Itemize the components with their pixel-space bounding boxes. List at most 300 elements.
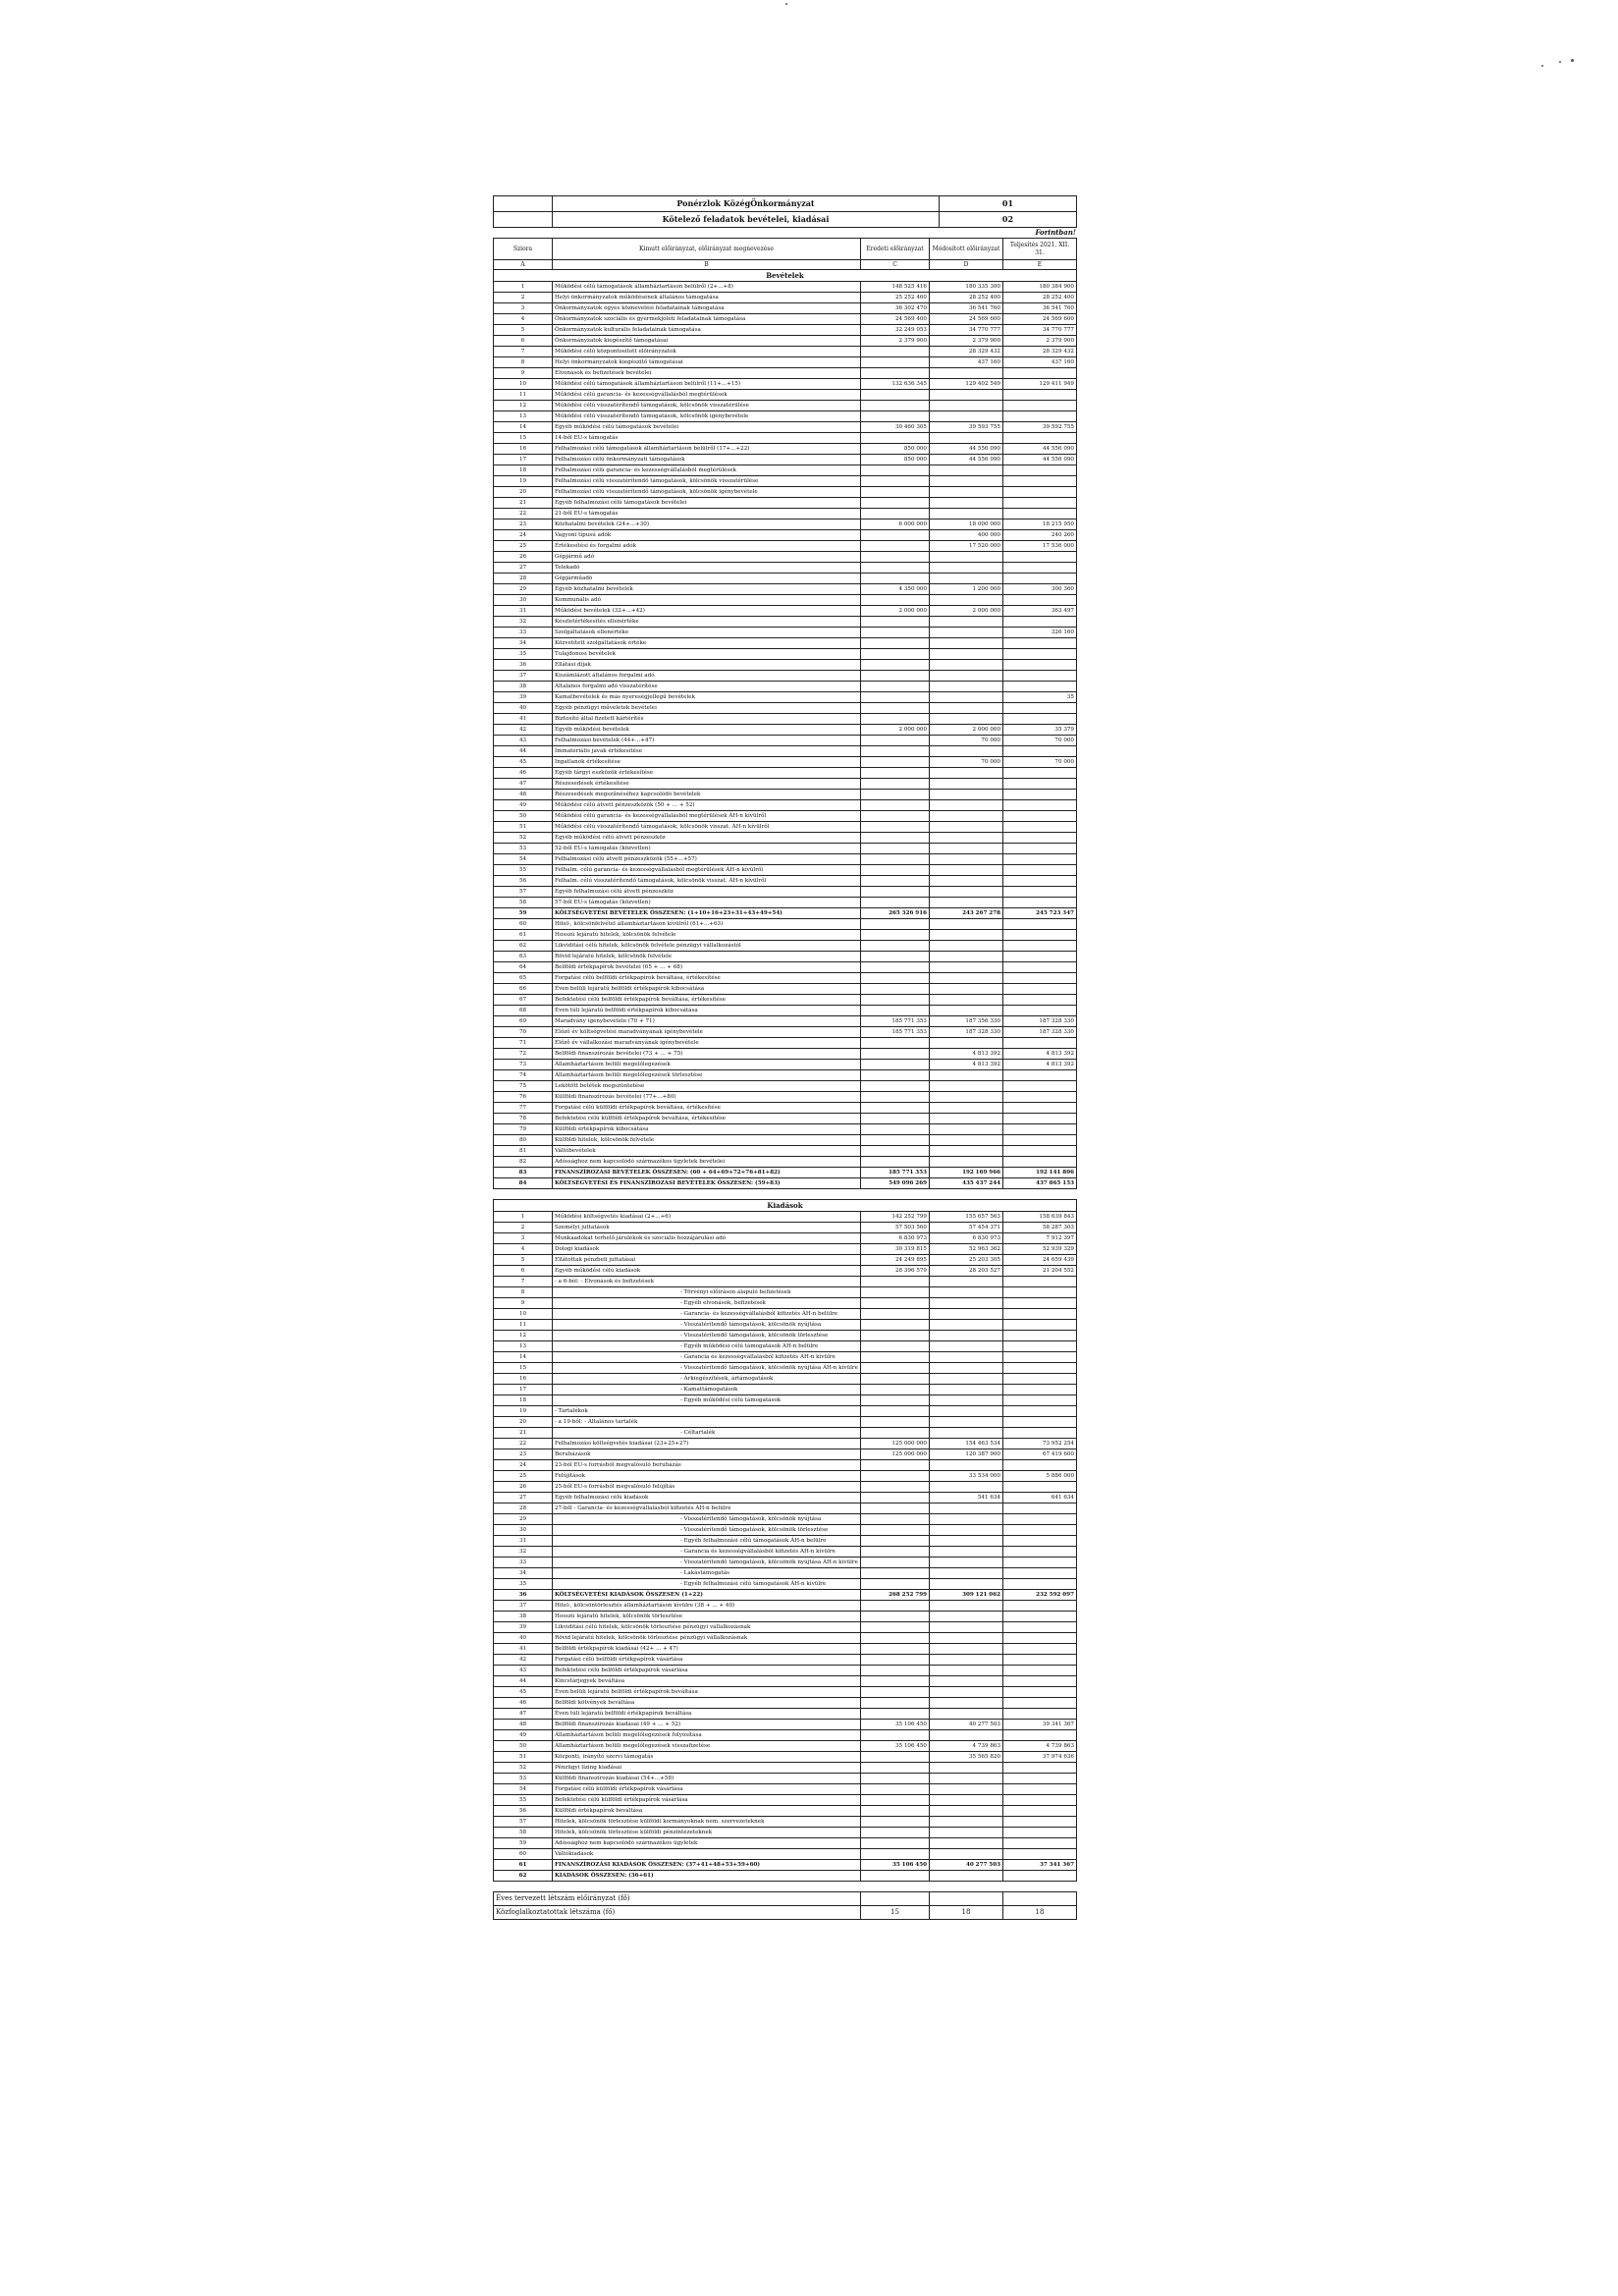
row-label: Éven túli lejáratú belföldi értékpapírok beváltása: [553, 1709, 861, 1720]
table-row: [494, 617, 1077, 628]
actual-value: [1003, 1277, 1077, 1287]
actual-value: [1003, 638, 1077, 649]
actual-value: [1003, 703, 1077, 714]
row-label: Váltókiadások: [553, 1849, 861, 1860]
table-row: [494, 898, 1077, 908]
table-row: [494, 465, 1077, 476]
row-label: Szolgáltatások ellenértéke: [553, 628, 861, 638]
original-value: [861, 1849, 930, 1860]
actual-value: 44 556 090: [1003, 444, 1077, 455]
table-row: [494, 833, 1077, 844]
row-number: 35: [494, 1579, 553, 1590]
row-label: Felhalmozási célú támogatások államháztartáson belülről (17+...+22): [553, 444, 861, 455]
row-label: 21-ből EU-s támogatás: [553, 509, 861, 519]
row-label: Személyi juttatások: [553, 1223, 861, 1233]
original-value: [861, 768, 930, 779]
row-label: 25-ből EU-s forrásból megvalósuló felújítás: [553, 1482, 861, 1493]
modified-value: [930, 887, 1003, 898]
actual-value: 34 770 777: [1003, 325, 1077, 336]
actual-value: 245 723 347: [1003, 908, 1077, 919]
actual-value: [1003, 930, 1077, 941]
original-value: [861, 1298, 930, 1309]
actual-value: [1003, 1774, 1077, 1784]
original-value: [861, 595, 930, 606]
footer-label: Éves tervezett létszám előirányzat (fő): [494, 1892, 861, 1906]
modified-value: [930, 919, 1003, 930]
table-row: [494, 1752, 1077, 1763]
modified-value: [930, 1849, 1003, 1860]
original-value: 35 106 450: [861, 1741, 930, 1752]
table-row: [494, 1266, 1077, 1277]
modified-value: [930, 1514, 1003, 1525]
original-value: [861, 1709, 930, 1720]
original-value: [861, 1060, 930, 1070]
table-row: [494, 671, 1077, 682]
row-label: - Visszatérítendő támogatások, kölcsönök nyújtása: [553, 1320, 861, 1331]
original-value: [861, 736, 930, 746]
table-row: [494, 1806, 1077, 1817]
row-label: Befektetési célú belföldi értékpapírok vásárlása: [553, 1666, 861, 1676]
modified-value: [930, 1070, 1003, 1081]
row-number: 25: [494, 541, 553, 552]
footer-row: [494, 1892, 1077, 1906]
modified-value: [930, 1795, 1003, 1806]
original-value: [861, 509, 930, 519]
modified-value: 4 739 863: [930, 1741, 1003, 1752]
actual-value: 73 952 254: [1003, 1439, 1077, 1449]
original-value: [861, 844, 930, 854]
table-row: [494, 1060, 1077, 1070]
row-label: - Törvényi előíráson alapuló befizetések: [553, 1287, 861, 1298]
original-value: [861, 1428, 930, 1439]
modified-value: 243 267 278: [930, 908, 1003, 919]
table-row: [494, 1730, 1077, 1741]
original-value: [861, 779, 930, 790]
table-row: [494, 736, 1077, 746]
modified-value: [930, 1081, 1003, 1092]
original-value: [861, 1385, 930, 1395]
original-value: [861, 617, 930, 628]
table-row: [494, 1298, 1077, 1309]
modified-value: 541 634: [930, 1493, 1003, 1503]
original-value: [861, 1081, 930, 1092]
row-number: 20: [494, 1417, 553, 1428]
row-label: Belföldi finanszírozás bevételei (73 + ... + 75): [553, 1049, 861, 1060]
table-row: [494, 1233, 1077, 1244]
row-number: 8: [494, 1287, 553, 1298]
original-value: [861, 649, 930, 660]
table-row: [494, 487, 1077, 498]
row-label: Közvetített szolgáltatások értéke: [553, 638, 861, 649]
column-letter: A: [494, 260, 553, 270]
modified-value: [930, 714, 1003, 725]
original-value: [861, 1482, 930, 1493]
row-number: 42: [494, 725, 553, 736]
actual-value: [1003, 509, 1077, 519]
row-label: - Visszatérítendő támogatások, kölcsönök törlesztése: [553, 1331, 861, 1341]
actual-value: 232 592 097: [1003, 1590, 1077, 1601]
table-row: [494, 1049, 1077, 1060]
actual-value: [1003, 1428, 1077, 1439]
row-number: 29: [494, 584, 553, 595]
table-row: [494, 628, 1077, 638]
row-label: Forgatási célú külföldi értékpapírok beváltása, értékesítése: [553, 1103, 861, 1114]
modified-value: 155 657 563: [930, 1212, 1003, 1223]
row-number: 52: [494, 1763, 553, 1774]
actual-value: 24 659 439: [1003, 1255, 1077, 1266]
table-row: [494, 1027, 1077, 1038]
row-label: Befektetési célú külföldi értékpapírok vásárlása: [553, 1795, 861, 1806]
row-number: 56: [494, 876, 553, 887]
original-value: [861, 1320, 930, 1331]
row-label: 57-ből EU-s támogatás (közvetlen): [553, 898, 861, 908]
actual-value: [1003, 790, 1077, 800]
modified-value: 18: [930, 1906, 1003, 1920]
actual-value: 35 379: [1003, 725, 1077, 736]
row-number: 26: [494, 552, 553, 563]
modified-value: [930, 1644, 1003, 1655]
table-row: [494, 1223, 1077, 1233]
document-subtitle: Kötelező feladatok bevételei, kiadásai: [553, 212, 940, 228]
row-number: 53: [494, 1774, 553, 1784]
row-label: Egyéb felhalmozási célú átvett pénzeszköz: [553, 887, 861, 898]
original-value: [861, 995, 930, 1006]
actual-value: [1003, 1871, 1077, 1882]
row-number: 38: [494, 1612, 553, 1622]
modified-value: 2 000 000: [930, 606, 1003, 617]
original-value: 57 503 560: [861, 1223, 930, 1233]
row-label: - Árkiegészítések, ártámogatások: [553, 1374, 861, 1385]
actual-value: [1003, 1514, 1077, 1525]
table-row: [494, 800, 1077, 811]
row-number: 37: [494, 671, 553, 682]
modified-value: [930, 1655, 1003, 1666]
modified-value: [930, 1817, 1003, 1828]
actual-value: [1003, 1849, 1077, 1860]
modified-value: [930, 930, 1003, 941]
row-number: 51: [494, 1752, 553, 1763]
row-label: - Egyéb működési célú támogatások ÁH-n belülre: [553, 1341, 861, 1352]
table-row: [494, 455, 1077, 465]
unit-label: Forintban!: [1035, 228, 1076, 237]
row-label: Önkormányzatok kiegészítő támogatásai: [553, 336, 861, 347]
row-label: - Kamattámogatások: [553, 1385, 861, 1395]
modified-value: [930, 411, 1003, 422]
table-row: [494, 995, 1077, 1006]
original-value: [861, 1612, 930, 1622]
modified-value: 1 200 000: [930, 584, 1003, 595]
table-row: [494, 1103, 1077, 1114]
original-value: [861, 1763, 930, 1774]
row-number: 34: [494, 1568, 553, 1579]
modified-value: [930, 1157, 1003, 1168]
original-value: [861, 1774, 930, 1784]
row-number: 13: [494, 1341, 553, 1352]
original-value: 35 106 450: [861, 1860, 930, 1871]
row-label: - Egyéb felhalmozási célú támogatások ÁH-n kívülre: [553, 1579, 861, 1590]
modified-value: [930, 552, 1003, 563]
table-row: [494, 563, 1077, 574]
actual-value: 158 639 843: [1003, 1212, 1077, 1223]
row-number: 15: [494, 1363, 553, 1374]
row-label: - Visszatérítendő támogatások, kölcsönök nyújtása ÁH-n kívülre: [553, 1558, 861, 1568]
actual-value: [1003, 390, 1077, 401]
modified-value: 187 356 330: [930, 1016, 1003, 1027]
modified-value: 400 000: [930, 530, 1003, 541]
actual-value: [1003, 1352, 1077, 1363]
table-row: [494, 1460, 1077, 1471]
row-number: 5: [494, 1255, 553, 1266]
modified-value: [930, 638, 1003, 649]
table-row: [494, 1363, 1077, 1374]
row-label: - Garancia és kezességvállalásból kifizetés ÁH-n kívülre: [553, 1352, 861, 1363]
modified-value: [930, 1666, 1003, 1676]
table-row: [494, 1655, 1077, 1666]
row-label: - Visszatérítendő támogatások, kölcsönök nyújtása ÁH-n kívülre: [553, 1363, 861, 1374]
row-label: Egyéb működési célú támogatások bevételei: [553, 422, 861, 433]
modified-value: [930, 1536, 1003, 1547]
actual-value: [1003, 876, 1077, 887]
original-value: [861, 1135, 930, 1146]
modified-value: [930, 671, 1003, 682]
original-value: [861, 1579, 930, 1590]
modified-value: 70 000: [930, 757, 1003, 768]
table-row: [494, 1633, 1077, 1644]
row-label: Egyéb felhalmozási célú kiadások: [553, 1493, 861, 1503]
row-label: - Egyéb elvonások, befizetések: [553, 1298, 861, 1309]
modified-value: 154 463 534: [930, 1439, 1003, 1449]
actual-value: 24 569 600: [1003, 314, 1077, 325]
table-row: [494, 768, 1077, 779]
row-label: Központi, irányító szervi támogatás: [553, 1752, 861, 1763]
row-label: Forgatási célú belföldi értékpapírok vásárlása: [553, 1655, 861, 1666]
column-letter: D: [930, 260, 1003, 270]
original-value: 148 525 416: [861, 282, 930, 293]
row-number: 60: [494, 919, 553, 930]
row-number: 27: [494, 563, 553, 574]
row-number: 9: [494, 368, 553, 379]
table-row: [494, 952, 1077, 962]
table-row: [494, 1070, 1077, 1081]
actual-value: [1003, 368, 1077, 379]
original-value: [861, 1331, 930, 1341]
original-value: [861, 1622, 930, 1633]
row-label: Önkormányzatok szociális és gyermekjóléti feladatainak támogatása: [553, 314, 861, 325]
modified-value: [930, 1428, 1003, 1439]
expense-table: [493, 1199, 1077, 1882]
actual-value: [1003, 649, 1077, 660]
row-label: Befektetési célú belföldi értékpapírok beváltása, értékesítése: [553, 995, 861, 1006]
original-value: [861, 1092, 930, 1103]
actual-value: 4 739 863: [1003, 1741, 1077, 1752]
row-label: Kamatbevételek és más nyereségjellegű bevételek: [553, 692, 861, 703]
row-number: 10: [494, 1309, 553, 1320]
row-label: Önkormányzatok kulturális feladatainak támogatása: [553, 325, 861, 336]
row-number: 31: [494, 606, 553, 617]
row-number: 61: [494, 930, 553, 941]
actual-value: 52 939 329: [1003, 1244, 1077, 1255]
main-table: [493, 238, 1077, 1189]
actual-value: [1003, 1460, 1077, 1471]
table-row: [494, 1547, 1077, 1558]
row-label: Működési célú támogatások államháztartáson belülről (11+...+15): [553, 379, 861, 390]
actual-value: 58 287 303: [1003, 1223, 1077, 1233]
row-number: 37: [494, 1601, 553, 1612]
row-number: 27: [494, 1493, 553, 1503]
modified-value: [930, 952, 1003, 962]
modified-value: [930, 995, 1003, 1006]
row-number: 30: [494, 595, 553, 606]
table-row: [494, 887, 1077, 898]
modified-value: [930, 476, 1003, 487]
original-value: [861, 1471, 930, 1482]
modified-value: 34 770 777: [930, 325, 1003, 336]
table-row: [494, 411, 1077, 422]
original-value: [861, 638, 930, 649]
modified-value: [930, 822, 1003, 833]
original-value: [861, 1698, 930, 1709]
table-row: [494, 574, 1077, 584]
row-label: Belföldi értékpapírok bevételei (65 + ... + 68): [553, 962, 861, 973]
row-number: 20: [494, 487, 553, 498]
actual-value: [1003, 714, 1077, 725]
row-number: 22: [494, 1439, 553, 1449]
original-value: [861, 433, 930, 444]
table-row: [494, 692, 1077, 703]
modified-value: [930, 1417, 1003, 1428]
modified-value: [930, 1092, 1003, 1103]
row-label: Hosszú lejáratú hitelek, kölcsönök felvétele: [553, 930, 861, 941]
actual-value: [1003, 898, 1077, 908]
actual-value: [1003, 865, 1077, 876]
row-number: 84: [494, 1178, 553, 1189]
column-letter: B: [553, 260, 861, 270]
row-number: 51: [494, 822, 553, 833]
row-label: Rövid lejáratú hitelek, kölcsönök törlesztése pénzügyi vállalkozásnak: [553, 1633, 861, 1644]
row-number: 43: [494, 1666, 553, 1676]
actual-value: 129 411 949: [1003, 379, 1077, 390]
original-value: [861, 1752, 930, 1763]
row-number: 59: [494, 908, 553, 919]
table-row: [494, 1417, 1077, 1428]
table-row: [494, 973, 1077, 984]
modified-value: [930, 790, 1003, 800]
row-number: 36: [494, 660, 553, 671]
row-number: 50: [494, 1741, 553, 1752]
modified-value: [930, 1385, 1003, 1395]
actual-value: [1003, 1633, 1077, 1644]
row-label: Belföldi finanszírozás kiadásai (49 + ... + 52): [553, 1720, 861, 1730]
row-number: 45: [494, 1687, 553, 1698]
modified-value: [930, 1135, 1003, 1146]
table-row: [494, 1471, 1077, 1482]
row-label: Likviditási célú hitelek, kölcsönök felvétele pénzügyi vállalkozástól: [553, 941, 861, 952]
actual-value: [1003, 1558, 1077, 1568]
row-label: Működési célú visszatérítendő támogatások, kölcsönök visszatérülése: [553, 401, 861, 411]
row-number: 28: [494, 1503, 553, 1514]
original-value: 36 302 470: [861, 303, 930, 314]
table-row: [494, 941, 1077, 952]
row-label: Hitelek, kölcsönök törlesztése külföldi pénzintézeteknek: [553, 1828, 861, 1838]
original-value: [861, 1460, 930, 1471]
row-number: 35: [494, 649, 553, 660]
table-row: [494, 1828, 1077, 1838]
modified-value: [930, 1395, 1003, 1406]
actual-value: [1003, 1655, 1077, 1666]
row-label: - Visszatérítendő támogatások, kölcsönök nyújtása: [553, 1514, 861, 1525]
row-number: 64: [494, 962, 553, 973]
row-number: 21: [494, 1428, 553, 1439]
original-value: [861, 1525, 930, 1536]
table-row: [494, 1763, 1077, 1774]
row-number: 26: [494, 1482, 553, 1493]
row-label: Egyéb közhatalmi bevételek: [553, 584, 861, 595]
row-number: 3: [494, 303, 553, 314]
original-value: [861, 1406, 930, 1417]
modified-value: 129 402 549: [930, 379, 1003, 390]
table-row: [494, 293, 1077, 303]
modified-value: [930, 876, 1003, 887]
original-value: [861, 1784, 930, 1795]
row-number: 68: [494, 1006, 553, 1016]
row-number: 74: [494, 1070, 553, 1081]
row-label: KÖLTSÉGVETÉSI ÉS FINANSZÍROZÁSI BEVÉTELEK ÖSSZESEN: (59+83): [553, 1178, 861, 1189]
row-number: 16: [494, 444, 553, 455]
actual-value: [1003, 1363, 1077, 1374]
row-number: 42: [494, 1655, 553, 1666]
original-value: 25 252 460: [861, 293, 930, 303]
table-row: [494, 660, 1077, 671]
modified-value: 4 813 392: [930, 1049, 1003, 1060]
original-value: [861, 1503, 930, 1514]
actual-value: 18 215 950: [1003, 519, 1077, 530]
row-number: 61: [494, 1860, 553, 1871]
actual-value: [1003, 962, 1077, 973]
row-label: Likviditási célú hitelek, kölcsönök törlesztése pénzügyi vállalkozásnak: [553, 1622, 861, 1633]
row-number: 41: [494, 1644, 553, 1655]
scan-speck: [1571, 59, 1574, 62]
modified-value: 435 437 244: [930, 1178, 1003, 1189]
table-row: [494, 1558, 1077, 1568]
modified-value: 437 160: [930, 357, 1003, 368]
original-value: [861, 1644, 930, 1655]
actual-value: 18: [1003, 1906, 1077, 1920]
budget-table-frame: [493, 195, 1076, 1920]
original-value: [861, 865, 930, 876]
row-number: 80: [494, 1135, 553, 1146]
modified-value: [930, 682, 1003, 692]
row-number: 52: [494, 833, 553, 844]
row-number: 44: [494, 1676, 553, 1687]
table-row: [494, 649, 1077, 660]
title-code: 01: [940, 196, 1077, 212]
table-row: [494, 347, 1077, 357]
original-value: [861, 1514, 930, 1525]
row-number: 38: [494, 682, 553, 692]
original-value: [861, 1601, 930, 1612]
actual-value: [1003, 1612, 1077, 1622]
row-label: - Garancia és kezességvállalásból kifizetés ÁH-n kívülre: [553, 1547, 861, 1558]
original-value: 24 249 895: [861, 1255, 930, 1266]
original-value: [861, 390, 930, 401]
original-value: [861, 465, 930, 476]
table-row: [494, 325, 1077, 336]
row-number: 40: [494, 1633, 553, 1644]
actual-value: [1003, 844, 1077, 854]
actual-value: [1003, 1525, 1077, 1536]
modified-value: 180 335 300: [930, 282, 1003, 293]
table-row: [494, 1503, 1077, 1514]
